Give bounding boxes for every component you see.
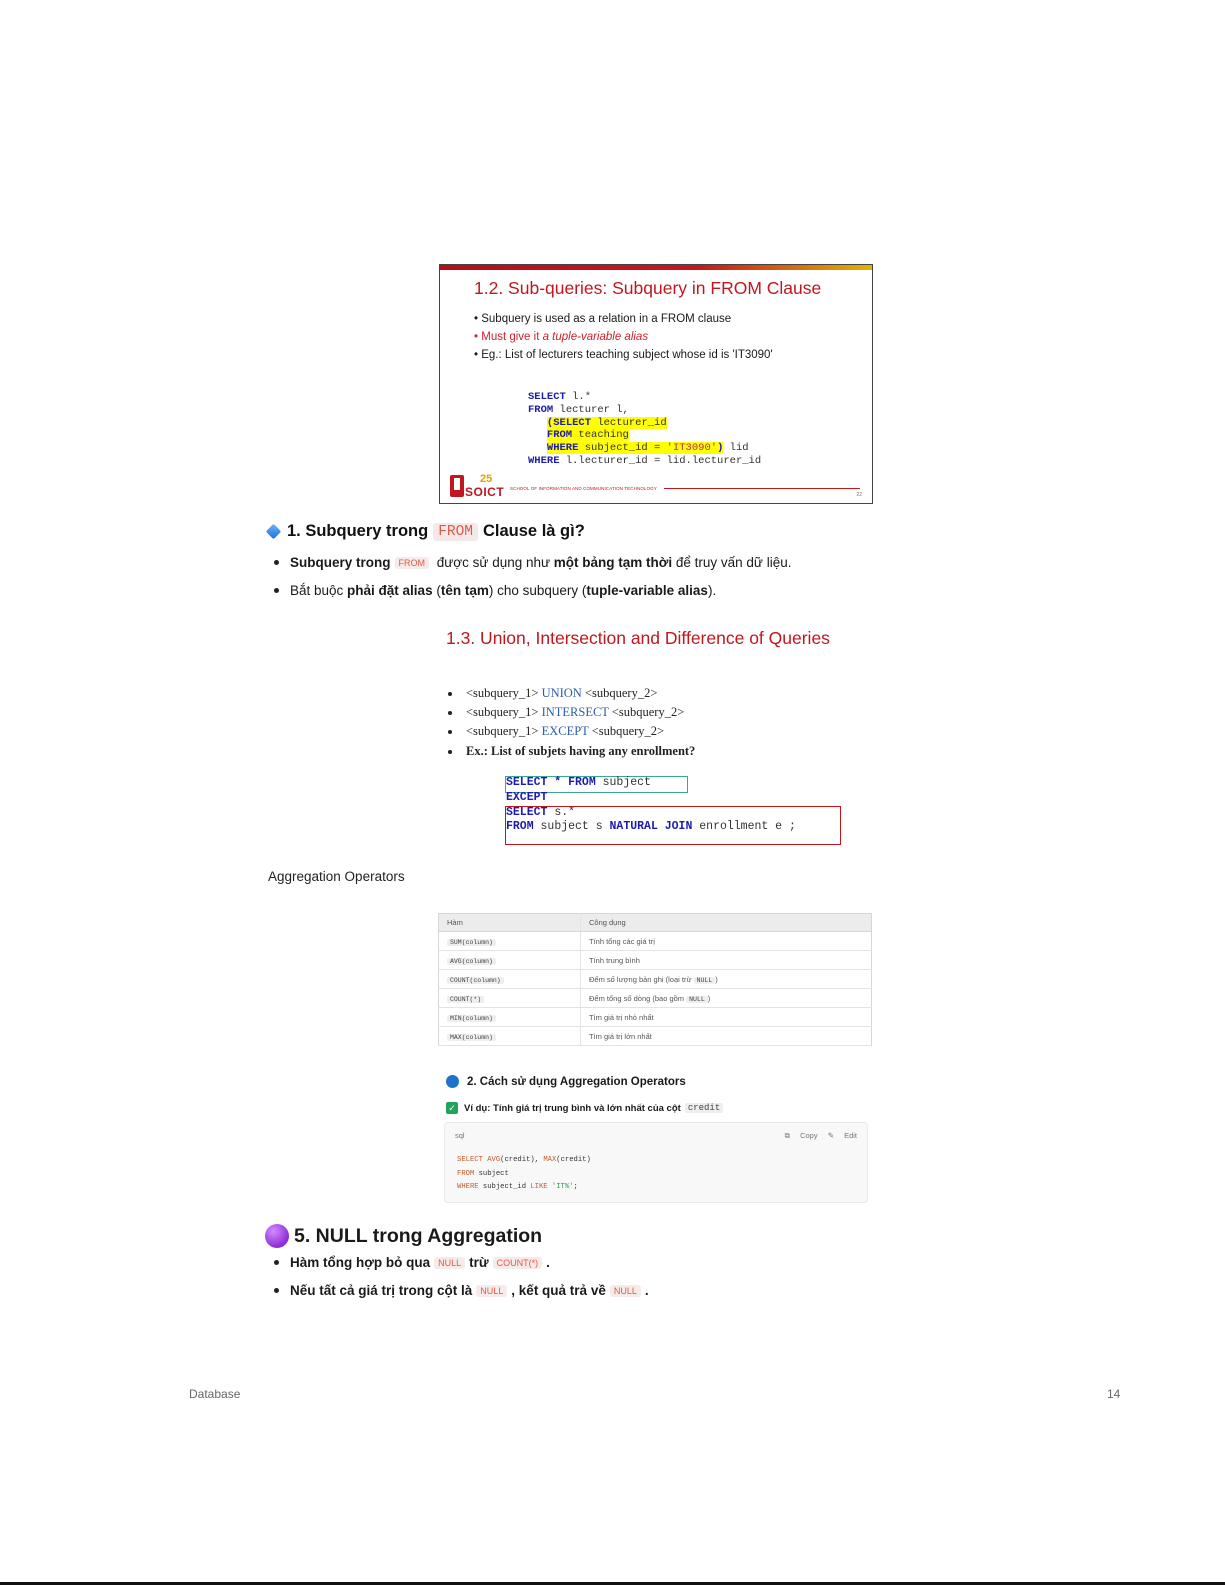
check-icon: ✓: [446, 1102, 458, 1114]
bullet-icon: [274, 560, 279, 565]
inline-code: FROM: [395, 557, 430, 569]
logo-soict-text: SOICT: [465, 485, 505, 499]
column-header: Công dụng: [581, 914, 872, 932]
aggregation-label: Aggregation Operators: [268, 869, 405, 884]
table-row: [439, 970, 872, 989]
section-5-heading: 5. NULL trong Aggregation: [265, 1224, 542, 1248]
inline-code: NULL: [610, 1285, 641, 1297]
table-cell: Đếm số lượng bản ghi (loại trừ NULL ): [581, 970, 872, 989]
function-code: COUNT(*): [447, 996, 484, 1003]
footer-rule: [664, 488, 860, 489]
list-item: Bắt buộc phải đặt alias ( tên tạm ) cho subquery ( tuple-variable alias ).: [274, 583, 716, 598]
function-code: SUM(column): [447, 939, 496, 946]
inline-code: FROM: [433, 523, 478, 541]
slide-bullet: • Eg.: List of lecturers teaching subject whose id is 'IT3090': [474, 349, 773, 361]
bullet-icon: [448, 750, 452, 754]
section-1-heading: 1. Subquery trong FROM Clause là gì?: [268, 522, 585, 541]
bullet-icon: [448, 692, 452, 696]
slide-top-bar: [440, 265, 872, 270]
slide-footer: [448, 475, 864, 501]
page-number: 14: [1107, 1387, 1121, 1401]
inline-code: NULL: [694, 977, 716, 984]
table-row: [439, 1008, 872, 1027]
list-item: Hàm tổng hợp bỏ qua NULL trừ COUNT(*) .: [274, 1255, 550, 1270]
inline-code: NULL: [476, 1285, 507, 1297]
list-item: <subquery_1> INTERSECT <subquery_2>: [448, 705, 684, 720]
bullet-icon: [448, 730, 452, 734]
example-line: ✓ Ví dụ: Tính giá trị trung bình và lớn nhất của cột credit: [446, 1102, 723, 1114]
bullet-icon: [274, 1260, 279, 1265]
slide-union-title: 1.3. Union, Intersection and Difference of Queries: [446, 628, 830, 648]
usage-heading: 2. Cách sử dụng Aggregation Operators: [446, 1075, 686, 1088]
blue-circle-icon: [446, 1075, 459, 1088]
slide-sql-code: SELECT l.* FROM lecturer l, (SELECT lecturer_id FROM teaching WHERE subject_id = 'IT3090') lid WHERE l.lecturer_id = lid.lecturer_id: [528, 391, 762, 467]
list-item: Subquery trong FROM được sử dụng như một bảng tạm thời để truy vấn dữ liệu.: [274, 555, 791, 570]
edit-button[interactable]: ✎ Edit: [827, 1131, 857, 1140]
code-language: sql: [455, 1131, 465, 1140]
code-actions: [777, 1131, 857, 1141]
table-row: [439, 1027, 872, 1046]
bullet-icon: [274, 588, 279, 593]
table-row: [439, 989, 872, 1008]
code-source: SELECT AVG(credit), MAX(credit) FROM subject WHERE subject_id LIKE 'IT%';: [457, 1156, 591, 1192]
sql-code-block: [444, 1122, 868, 1203]
list-item: Nếu tất cả giá trị trong cột là NULL , kết quả trả về NULL .: [274, 1283, 649, 1298]
inline-code: NULL: [434, 1257, 465, 1269]
inline-code: NULL: [686, 996, 708, 1003]
table-cell: Tìm giá trị nhỏ nhất: [581, 1008, 872, 1027]
function-code: MIN(column): [447, 1015, 496, 1022]
slide-title: 1.2. Sub-queries: Subquery in FROM Clause: [474, 278, 822, 298]
table-cell: Tính trung bình: [581, 951, 872, 970]
slide-subquery-from-image: [439, 264, 873, 504]
inline-code: COUNT(*): [493, 1257, 543, 1269]
copy-button[interactable]: ⧉ Copy: [784, 1131, 818, 1140]
slide-bullet: • Must give it a tuple-variable alias: [474, 331, 649, 343]
table-row: [439, 932, 872, 951]
purple-circle-icon: [265, 1224, 289, 1248]
bullet-icon: [448, 711, 452, 715]
footer-title: Database: [189, 1387, 241, 1401]
logo-anniversary: 25: [480, 473, 493, 485]
school-name: SCHOOL OF INFORMATION AND COMMUNICATION TECHNOLOGY: [510, 486, 657, 491]
function-code: MAX(column): [447, 1034, 496, 1041]
table-header-row: [439, 914, 872, 932]
inline-code: credit: [685, 1103, 723, 1113]
soict-logo-icon: [450, 475, 464, 497]
slide-except-code: SELECT * FROM subject EXCEPT SELECT s.* FROM subject s NATURAL JOIN enrollment e ;: [506, 776, 796, 834]
table-cell: Tìm giá trị lớn nhất: [581, 1027, 872, 1046]
column-header: Hàm: [439, 914, 581, 932]
list-item: <subquery_1> UNION <subquery_2>: [448, 686, 657, 701]
function-code: COUNT(column): [447, 977, 504, 984]
function-code: AVG(column): [447, 958, 496, 965]
table-cell: Đếm tổng số dòng (bao gồm NULL ): [581, 989, 872, 1008]
slide-page-number: 22: [856, 492, 862, 498]
bullet-icon: [274, 1288, 279, 1293]
list-item: <subquery_1> EXCEPT <subquery_2>: [448, 724, 664, 739]
list-item: Ex.: List of subjets having any enrollment?: [448, 744, 695, 759]
table-row: [439, 951, 872, 970]
slide-bullet: • Subquery is used as a relation in a FROM clause: [474, 313, 732, 325]
aggregation-table: [438, 913, 872, 1046]
table-cell: Tính tổng các giá trị: [581, 932, 872, 951]
blue-diamond-icon: [266, 524, 282, 540]
slide-bullets: [474, 310, 773, 364]
